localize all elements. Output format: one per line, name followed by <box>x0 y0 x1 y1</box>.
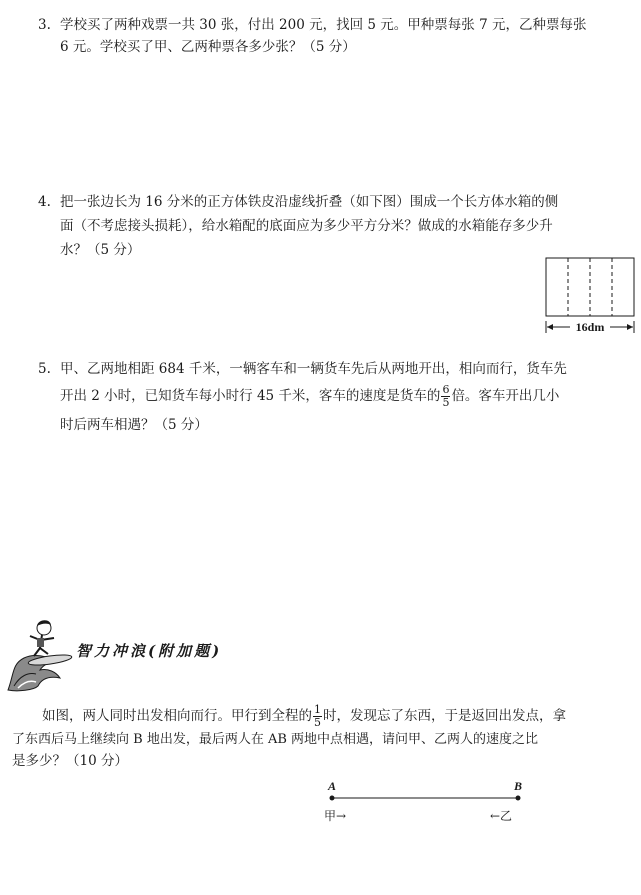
arrowhead-left <box>547 324 553 330</box>
question-text-line: 面（不考虑接头损耗），给水箱配的底面应为多少平方分米？做成的水箱能存多少升 <box>60 218 553 234</box>
bonus-section-title: 智力冲浪(附加题) <box>76 642 223 660</box>
question-text-line: 甲、乙两地相距 684 千米，一辆客车和一辆货车先后从两地开出，相向而行，货车先 <box>60 361 567 377</box>
question-text-line: 时后两车相遇？（5 分） <box>60 417 208 433</box>
question-text-line: 水？（5 分） <box>60 242 141 258</box>
segment-ab-figure <box>318 776 538 826</box>
fraction: $\frac{6}{5}$ <box>442 383 450 409</box>
person-b-label: ←乙 <box>490 809 513 823</box>
question-number: 4. <box>38 194 51 210</box>
question-text-line: 6 元。学校买了甲、乙两种票各多少张？（5 分） <box>60 39 356 55</box>
folded-sheet-figure <box>540 255 640 340</box>
question-number: 3. <box>38 17 51 33</box>
question-text-line: 把一张边长为 16 分米的正方体铁皮沿虚线折叠（如下图）围成一个长方体水箱的侧 <box>60 194 559 210</box>
question-number: 5. <box>38 361 51 377</box>
point-a <box>330 796 335 801</box>
point-b <box>516 796 521 801</box>
question-text-line: 了东西后马上继续向 B 地出发，最后两人在 AB 两地中点相遇，请问甲、乙两人的速度之比 <box>12 732 539 747</box>
question-text-line: 是多少？（10 分） <box>12 753 128 769</box>
point-b-label: B <box>514 779 523 793</box>
question-text-line: 开出 2 小时，已知货车每小时行 45 千米，客车的速度是货车的 $\frac{6}{5}$ 倍。客车开出几小 <box>60 383 560 409</box>
question-text-line: 如图，两人同时出发相向而行。甲行到全程的 $\frac{1}{5}$ 时，发现忘了东西，于是返回出发点，拿 <box>42 703 566 729</box>
person-a-label: 甲→ <box>324 809 347 823</box>
question-text-line: 学校买了两种戏票一共 30 张，付出 200 元，找回 5 元。甲种票每张 7 元，乙种票每张 <box>60 17 587 33</box>
fraction: $\frac{1}{5}$ <box>314 703 321 729</box>
point-a-label: A <box>328 779 337 793</box>
arrowhead-right <box>627 324 633 330</box>
dimension-label: 16dm <box>575 320 605 334</box>
surfer-mascot-icon <box>4 616 76 694</box>
